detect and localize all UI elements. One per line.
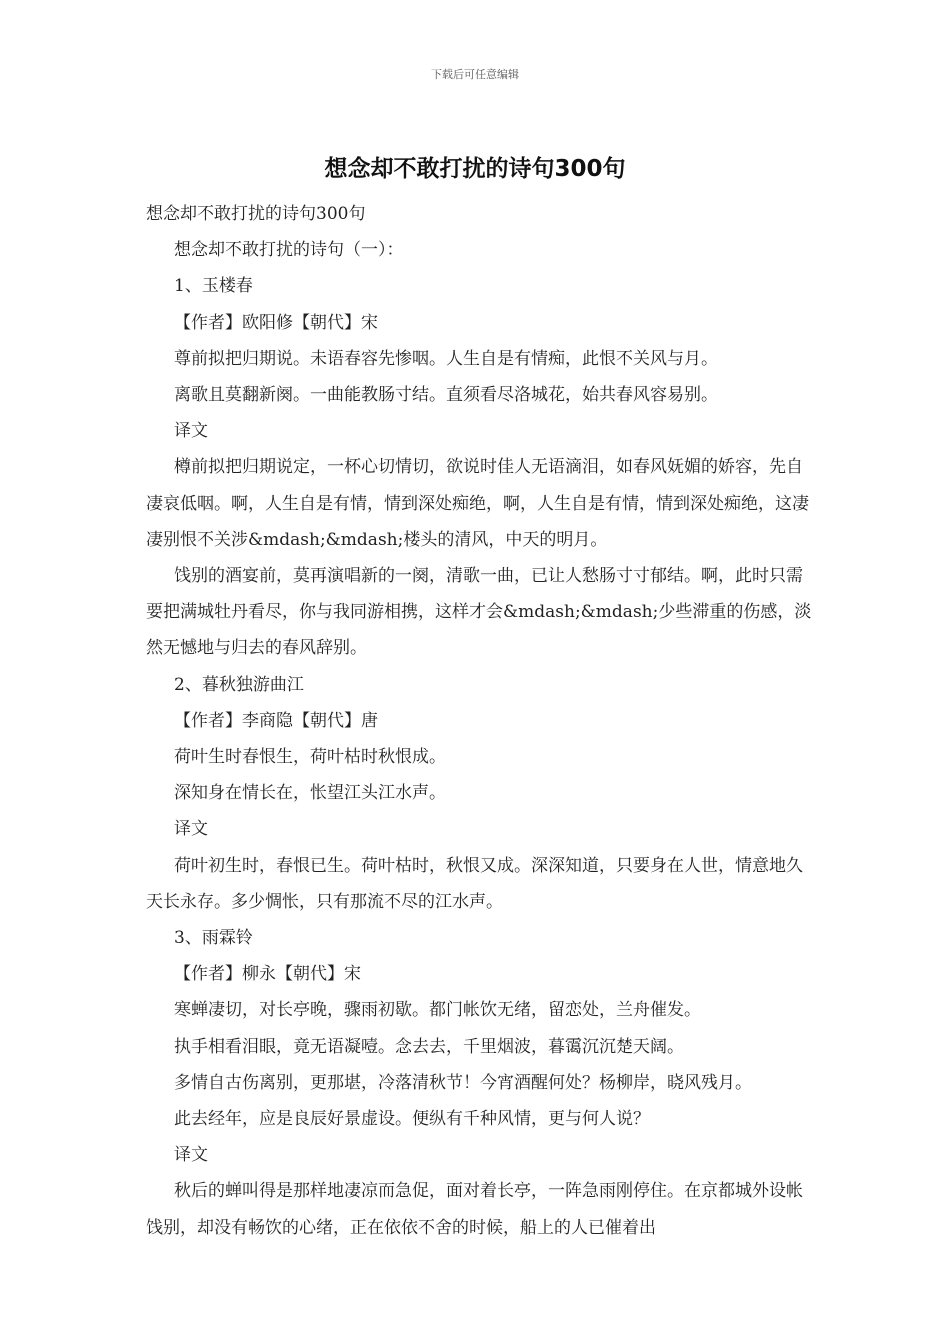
paragraph: 1、玉楼春	[174, 276, 253, 297]
paragraph: 译文	[174, 421, 208, 442]
paragraph: 【作者】欧阳修【朝代】宋	[174, 312, 378, 333]
paragraph: 饯别的酒宴前，莫再演唱新的一阕，清歌一曲，已让人愁肠寸寸郁结。啊，此时只需要把满城牡丹看尽，你与我同游相携，这样才会&mdash;&mdash;少些滞重的伤感，淡然无憾地与归去的春风辞别。	[146, 566, 812, 659]
paragraph: 此去经年，应是良辰好景虚设。便纵有千种风情，更与何人说？	[174, 1109, 650, 1130]
document-body	[146, 196, 816, 1246]
paragraph: 寒蝉凄切，对长亭晚，骤雨初歇。都门帐饮无绪，留恋处，兰舟催发。	[174, 1000, 701, 1021]
paragraph: 2、暮秋独游曲江	[174, 674, 304, 695]
paragraph: 想念却不敢打扰的诗句（一）：	[174, 240, 404, 261]
paragraph: 3、雨霖铃	[174, 928, 253, 949]
paragraph: 樽前拟把归期说定，一杯心切情切，欲说时佳人无语滴泪，如春风妩媚的娇容，先自凄哀低咽。啊，人生自是有情，情到深处痴绝，啊，人生自是有情，情到深处痴绝，这凄凄别恨不关涉&mdash;&mdash;楼头的清风，中天的明月。	[146, 457, 809, 550]
paragraph: 译文	[174, 819, 208, 840]
paragraph: 执手相看泪眼，竟无语凝噎。念去去，千里烟波，暮霭沉沉楚天阔。	[174, 1036, 684, 1057]
paragraph: 多情自古伤离别，更那堪，冷落清秋节！今宵酒醒何处？杨柳岸，晓风残月。	[174, 1072, 752, 1093]
paragraph: 译文	[174, 1145, 208, 1166]
paragraph: 【作者】柳永【朝代】宋	[174, 964, 361, 985]
page-header: 下载后可任意编辑	[431, 68, 519, 81]
paragraph: 离歌且莫翻新阕。一曲能教肠寸结。直须看尽洛城花，始共春风容易别。	[174, 385, 718, 406]
paragraph: 尊前拟把归期说。未语春容先惨咽。人生自是有情痴，此恨不关风与月。	[174, 348, 718, 369]
document-title: 想念却不敢打扰的诗句300句	[324, 156, 626, 182]
paragraph: 【作者】李商隐【朝代】唐	[174, 710, 378, 731]
paragraph: 秋后的蝉叫得是那样地凄凉而急促，面对着长亭，一阵急雨刚停住。在京都城外设帐饯别，却没有畅饮的心绪，正在依依不舍的时候，船上的人已催着出	[146, 1181, 803, 1238]
paragraph: 想念却不敢打扰的诗句300句	[146, 204, 366, 224]
paragraph: 荷叶生时春恨生，荷叶枯时秋恨成。	[174, 747, 446, 768]
paragraph: 荷叶初生时，春恨已生。荷叶枯时，秋恨又成。深深知道，只要身在人世，情意地久天长永存。多少惆怅，只有那流不尽的江水声。	[146, 855, 803, 912]
paragraph: 深知身在情长在，怅望江头江水声。	[174, 783, 446, 804]
